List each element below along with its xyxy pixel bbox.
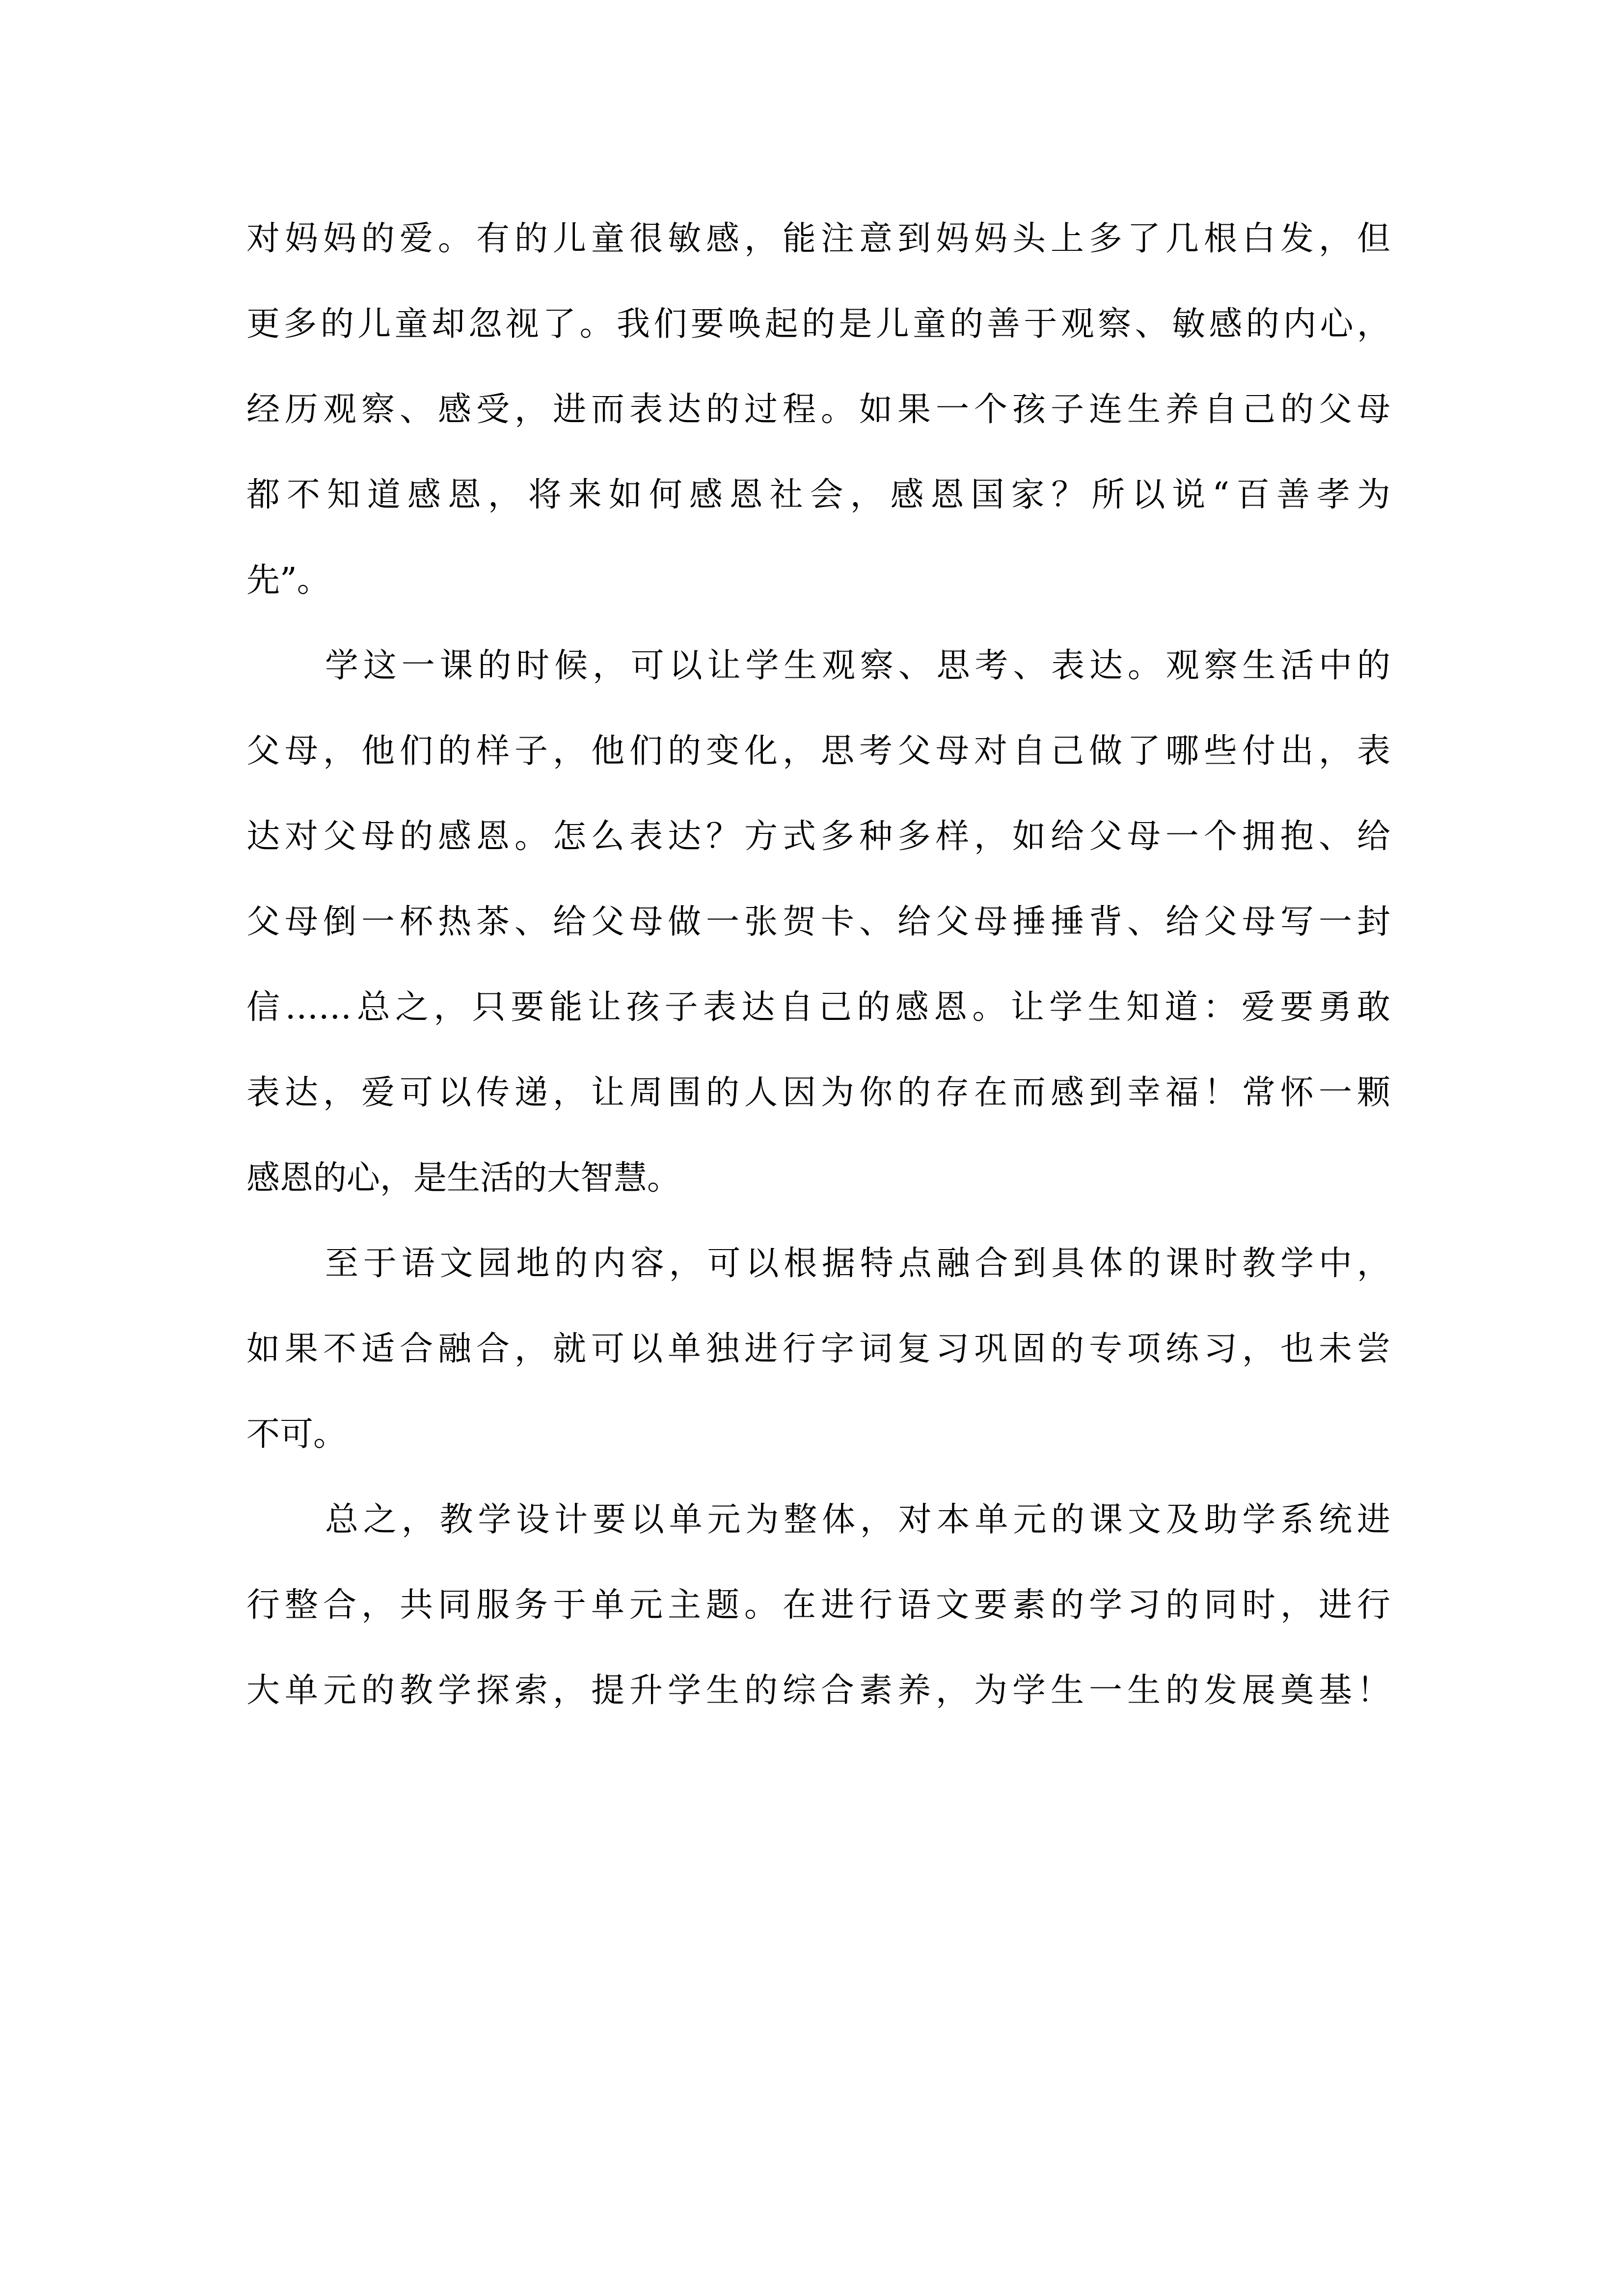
- paragraph-line: 不可。: [246, 1415, 347, 1454]
- paragraph-4: [246, 1477, 1390, 1734]
- document-body: [246, 196, 1390, 1734]
- paragraph-line: 感恩的心，是生活的大智慧。: [246, 1159, 681, 1198]
- paragraph-line: 表达，爱可以传递，让周围的人因为你的存在而感到幸福！常怀一颗: [246, 1073, 1390, 1112]
- paragraph-line: 信……总之，只要能让孩子表达自己的感恩。让学生知道：爱要勇敢: [246, 988, 1390, 1027]
- paragraph-line: 对妈妈的爱。有的儿童很敏感，能注意到妈妈头上多了几根白发，但: [246, 219, 1390, 258]
- paragraph-line: 先”。: [246, 561, 330, 600]
- paragraph-line: 总之，教学设计要以单元为整体，对本单元的课文及助学系统进: [325, 1500, 1390, 1539]
- paragraph-line: 都不知道感恩，将来如何感恩社会，感恩国家？所以说“百善孝为: [246, 476, 1390, 514]
- paragraph-line: 父母倒一杯热茶、给父母做一张贺卡、给父母捶捶背、给父母写一封: [246, 903, 1390, 941]
- paragraph-line: 父母，他们的样子，他们的变化，思考父母对自己做了哪些付出，表: [246, 732, 1390, 771]
- paragraph-line: 行整合，共同服务于单元主题。在进行语文要素的学习的同时，进行: [246, 1586, 1390, 1625]
- paragraph-line: 达对父母的感恩。怎么表达？方式多种多样，如给父母一个拥抱、给: [246, 817, 1390, 856]
- paragraph-line: 大单元的教学探索，提升学生的综合素养，为学生一生的发展奠基！: [246, 1671, 1390, 1710]
- paragraph-line: 更多的儿童却忽视了。我们要唤起的是儿童的善于观察、敏感的内心，: [246, 305, 1390, 344]
- paragraph-line: 至于语文园地的内容，可以根据特点融合到具体的课时教学中，: [325, 1244, 1390, 1283]
- paragraph-2: [246, 623, 1390, 1221]
- paragraph-1: [246, 196, 1390, 623]
- paragraph-line: 学这一课的时候，可以让学生观察、思考、表达。观察生活中的: [325, 646, 1390, 685]
- paragraph-line: 如果不适合融合，就可以单独进行字词复习巩固的专项练习，也未尝: [246, 1330, 1390, 1368]
- paragraph-line: 经历观察、感受，进而表达的过程。如果一个孩子连生养自己的父母: [246, 390, 1390, 429]
- paragraph-3: [246, 1221, 1390, 1477]
